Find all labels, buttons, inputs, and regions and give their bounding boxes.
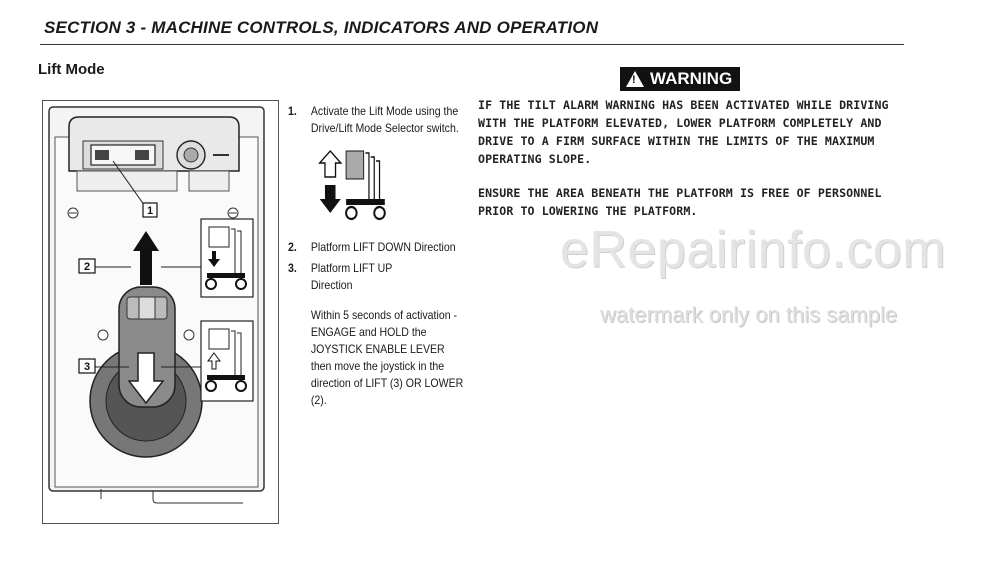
step-2 bbox=[288, 239, 466, 256]
warning-paragraph-2: ENSURE THE AREA BENEATH THE PLATFORM IS FREE OF PERSONNEL PRIOR TO LOWERING THE PLATFORM. bbox=[478, 186, 882, 218]
warning-text bbox=[478, 96, 906, 236]
step-number: 2. bbox=[288, 240, 297, 254]
steps-list bbox=[288, 103, 464, 409]
warning-triangle-icon: ! bbox=[626, 71, 644, 87]
control-panel-illustration bbox=[43, 101, 278, 523]
callout-1: 1 bbox=[146, 205, 154, 217]
watermark-sub: watermark only on this sample bbox=[600, 302, 898, 327]
step-text: Platform LIFT DOWN Direction bbox=[310, 240, 456, 254]
lift-mode-heading: Lift Mode bbox=[38, 61, 105, 78]
callout-3: 3 bbox=[83, 361, 91, 373]
step-text: Activate the Lift Mode using the Drive/Lift Mode Selector switch. bbox=[310, 104, 459, 135]
watermark-main: eRepairinfo.com bbox=[560, 221, 947, 279]
step-1 bbox=[288, 103, 466, 137]
step-text: Platform LIFT UP Direction bbox=[310, 261, 393, 292]
step-note bbox=[288, 307, 466, 409]
warning-label: WARNING bbox=[650, 69, 733, 88]
lift-mode-icon bbox=[318, 147, 397, 223]
title-rule bbox=[40, 44, 904, 45]
step-number: 1. bbox=[288, 104, 297, 118]
step-number: 3. bbox=[288, 261, 297, 275]
step-3 bbox=[288, 260, 416, 294]
warning-paragraph-1: IF THE TILT ALARM WARNING HAS BEEN ACTIVATED WHILE DRIVING WITH THE PLATFORM ELEVATED, LOWER PLATFORM COMPLETELY AND DRIVE TO A FIRM SURFACE WITHIN THE LIMITS OF THE MAXIMUM OPERATING SLOPE. bbox=[478, 98, 889, 166]
note-text: Within 5 seconds of activation - ENGAGE and HOLD the JOYSTICK ENABLE LEVER then move the joystick in the direction of LIFT (3) OR LOWER (2). bbox=[310, 308, 464, 407]
warning-badge bbox=[620, 67, 740, 91]
section-title: SECTION 3 - MACHINE CONTROLS, INDICATORS AND OPERATION bbox=[44, 18, 599, 37]
control-panel-figure bbox=[42, 100, 279, 524]
callout-2: 2 bbox=[83, 261, 91, 273]
